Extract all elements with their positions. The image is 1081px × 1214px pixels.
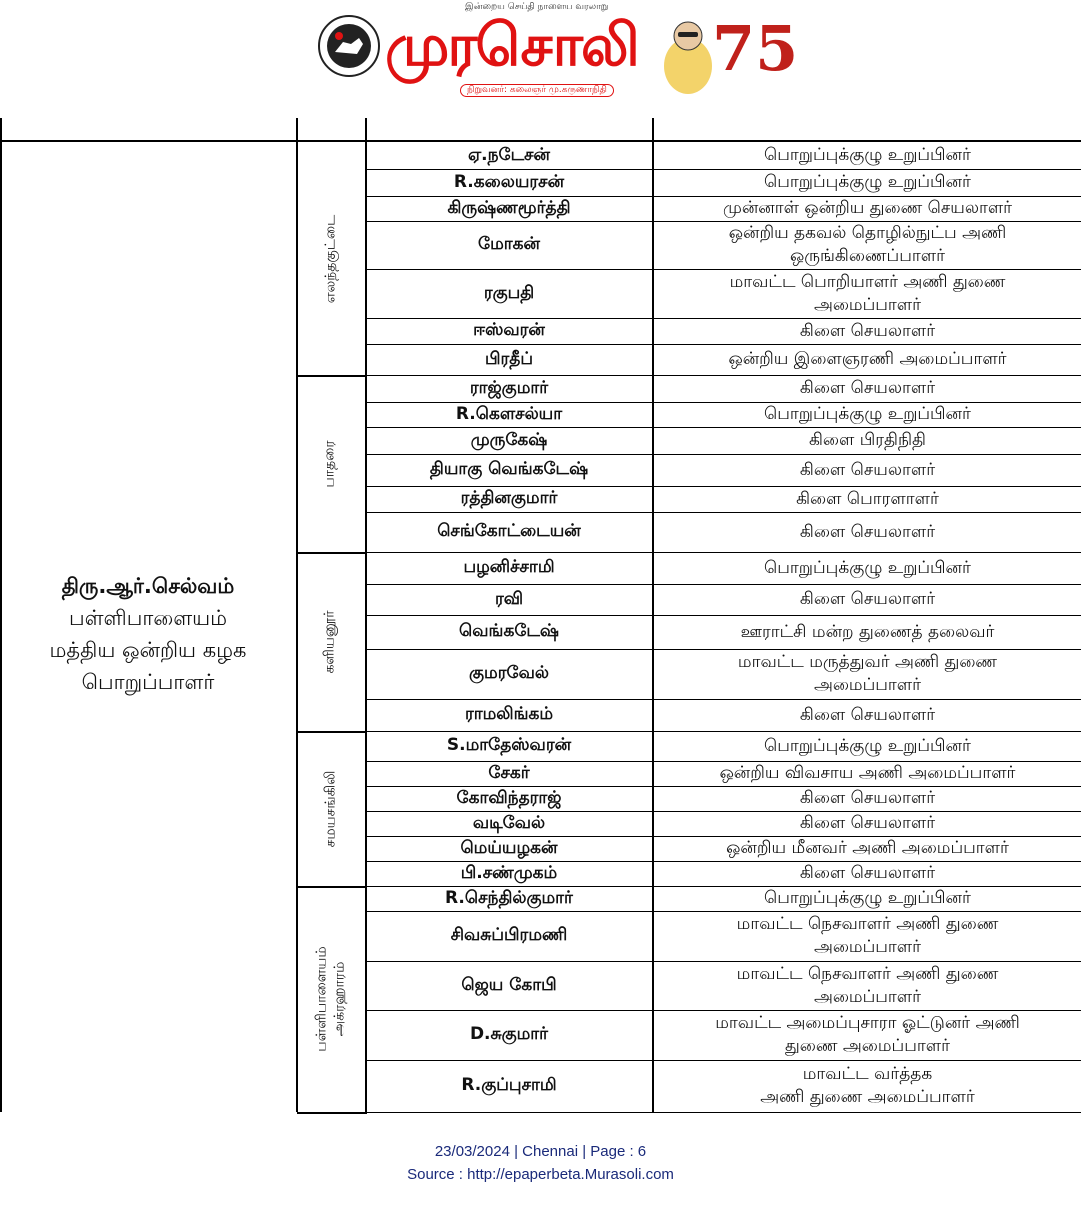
- member-name: ரவி: [494, 588, 524, 609]
- member-role: [654, 731, 1081, 761]
- member-name: R.குப்புசாமி: [461, 1075, 557, 1095]
- member-role-line: அமைப்பாளர்: [813, 294, 922, 315]
- member-role-line: கிளை செயலாளர்: [799, 521, 936, 542]
- member-role-line: ஒன்றிய விவசாய அணி அமைப்பாளர்: [719, 763, 1016, 783]
- member-name: சேகர்: [488, 762, 530, 783]
- footer-source-line: Source : http://epaperbeta.Murasoli.com: [407, 1166, 674, 1183]
- member-role-line: அமைப்பாளர்: [813, 986, 922, 1007]
- row-divider: [366, 1112, 1081, 1113]
- member-name: ஈஸ்வரன்: [473, 320, 545, 340]
- member-name: ஜெய கோபி: [461, 974, 557, 995]
- member-role-line: ஒருங்கிணைப்பாளர்: [790, 246, 945, 266]
- group-label: [297, 142, 365, 375]
- member-role-line: கிளை செயலாளர்: [799, 320, 936, 341]
- member-name: பழனிச்சாமி: [463, 557, 555, 577]
- group-label: [297, 731, 365, 886]
- member-role-line: கிளை செயலாளர்: [799, 459, 936, 480]
- member-role: [654, 142, 1081, 169]
- member-role: [654, 1010, 1081, 1060]
- member-role: [654, 584, 1081, 615]
- member-role: [654, 811, 1081, 836]
- member-role-line: ஒன்றிய இளைஞரணி அமைப்பாளர்: [728, 349, 1007, 369]
- member-role: [654, 761, 1081, 786]
- member-role-line: பொறுப்புக்குழு உறுப்பினர்: [764, 404, 971, 424]
- member-role: [654, 169, 1081, 196]
- member-name: பிரதீப்: [484, 348, 533, 369]
- masthead: [315, 0, 799, 105]
- member-name: R.செந்தில்குமார்: [445, 887, 573, 908]
- masthead-tagline: இன்றைய செய்தி நாளைய வரலாறு: [465, 2, 609, 12]
- leader-place: பள்ளிபாளையம்: [68, 606, 228, 630]
- member-role: [654, 911, 1081, 961]
- member-role-line: ஒன்றிய மீனவர் அணி அமைப்பாளர்: [726, 838, 1009, 858]
- member-role: [654, 615, 1081, 649]
- member-role: [654, 699, 1081, 731]
- member-role: [654, 861, 1081, 886]
- member-role-line: பொறுப்புக்குழு உறுப்பினர்: [764, 172, 971, 192]
- member-name: மெய்யழகன்: [460, 837, 558, 858]
- member-role: [654, 886, 1081, 911]
- member-role-line: ஒன்றிய தகவல் தொழில்நுட்ப அணி: [728, 223, 1007, 243]
- member-role: [654, 649, 1081, 699]
- member-role: [654, 402, 1081, 427]
- member-role: [654, 786, 1081, 811]
- member-name: D.சுகுமார்: [469, 1024, 549, 1044]
- member-name: ரத்தினகுமார்: [460, 488, 558, 508]
- member-name: செங்கோட்டையன்: [437, 521, 581, 541]
- member-name: சிவசுப்பிரமணி: [450, 925, 568, 945]
- member-role: [654, 961, 1081, 1010]
- member-name: R.கௌசல்யா: [455, 403, 563, 424]
- group-label: [297, 886, 365, 1112]
- member-role-line: மாவட்ட நெசவாளர் அணி துணை: [736, 963, 999, 984]
- member-role-line: பொறுப்புக்குழு உறுப்பினர்: [764, 557, 971, 578]
- member-name: பி.சண்முகம்: [460, 862, 558, 883]
- member-role: [654, 836, 1081, 861]
- member-role-line: கிளை செயலாளர்: [799, 813, 936, 833]
- member-role-line: மாவட்ட நெசவாளர் அணி துணை: [736, 914, 999, 934]
- member-name: வடிவேல்: [472, 812, 546, 833]
- group-label-text: பாதரை: [322, 439, 338, 488]
- member-name: ராமலிங்கம்: [464, 704, 554, 724]
- member-role: [654, 512, 1081, 552]
- member-role-line: அமைப்பாளர்: [813, 937, 922, 957]
- member-name: R.கலையரசன்: [453, 171, 565, 192]
- member-name: வெங்கடேஷ்: [459, 621, 559, 641]
- member-name: ராஜ்குமார்: [469, 377, 549, 398]
- member-name: கிருஷ்ணமூர்த்தி: [447, 197, 571, 218]
- member-role: [654, 344, 1081, 375]
- group-label-text: பள்ளிபாளையம் அக்ரஹாரம்: [314, 946, 349, 1052]
- party-emblem-icon: [317, 14, 381, 78]
- member-role-line: கிளை பிரதிநிதி: [809, 430, 926, 450]
- member-role-line: ஊராட்சி மன்ற துணைத் தலைவர்: [740, 621, 995, 642]
- member-name: ரகுபதி: [483, 282, 535, 303]
- newspaper-title: முரசொலி: [385, 11, 638, 79]
- group-label-text: களியனூர்: [321, 609, 338, 674]
- member-role-line: கிளை பொரளாளர்: [796, 488, 939, 509]
- founder-label: நிறுவனர்: கலைஞர் மு.கருணாநிதி: [460, 84, 614, 97]
- member-role-line: பொறுப்புக்குழு உறுப்பினர்: [764, 888, 971, 908]
- anniversary-number: 75: [712, 12, 799, 85]
- member-role-line: பொறுப்புக்குழு உறுப்பினர்: [764, 145, 971, 165]
- group-label-text: எலந்தகுட்டை: [322, 214, 339, 303]
- member-role-line: பொறுப்புக்குழு உறுப்பினர்: [764, 735, 971, 756]
- member-role-line: மாவட்ட வர்த்தக: [802, 1064, 933, 1084]
- member-role-line: மாவட்ட அமைப்புசாரா ஓட்டுனர் அணி: [715, 1013, 1020, 1033]
- member-role-line: கிளை செயலாளர்: [799, 704, 936, 725]
- member-role: [654, 486, 1081, 512]
- member-role: [654, 1060, 1081, 1112]
- page-footer: [0, 1140, 1081, 1186]
- member-role-line: அமைப்பாளர்: [813, 675, 922, 695]
- leader-title: பொறுப்பாளர்: [81, 670, 215, 694]
- group-label-text: சமயசங்கிலி: [322, 770, 338, 847]
- member-role-line: மாவட்ட மருத்துவர் அணி துணை: [737, 652, 998, 672]
- member-role-line: முன்னாள் ஒன்றிய துணை செயலாளர்: [722, 198, 1013, 218]
- office-bearers-table: [0, 118, 1081, 1114]
- member-name: முருகேஷ்: [470, 429, 548, 450]
- member-role-line: கிளை செயலாளர்: [799, 863, 936, 883]
- group-divider: [297, 1112, 367, 1114]
- group-label: [297, 375, 365, 552]
- member-role-line: கிளை செயலாளர்: [799, 378, 936, 398]
- member-name: தியாகு வெங்கடேஷ்: [429, 459, 589, 479]
- member-role: [654, 318, 1081, 344]
- group-label: [297, 552, 365, 731]
- member-role-line: மாவட்ட பொறியாளர் அணி துணை: [729, 271, 1006, 292]
- member-name: மோகன்: [478, 234, 540, 254]
- member-role: [654, 196, 1081, 221]
- member-role-line: கிளை செயலாளர்: [799, 788, 936, 808]
- member-name: குமரவேல்: [469, 663, 549, 683]
- member-role-line: துணை அமைப்பாளர்: [785, 1036, 950, 1056]
- member-role: [654, 427, 1081, 454]
- member-role-line: கிளை செயலாளர்: [799, 589, 936, 609]
- anniversary-75-icon: [660, 6, 799, 98]
- member-role: [654, 552, 1081, 584]
- leader-unit: மத்திய ஒன்றிய கழக: [49, 638, 247, 662]
- member-role: [654, 375, 1081, 402]
- member-name: ஏ.நடேசன்: [467, 144, 551, 165]
- leader-name: திரு.ஆர்.செல்வம்: [61, 574, 235, 598]
- footer-date-line: 23/03/2024 | Chennai | Page : 6: [434, 1143, 647, 1160]
- member-name: கோவிந்தராஜ்: [456, 787, 562, 808]
- member-role-line: அணி துணை அமைப்பாளர்: [760, 1087, 975, 1107]
- member-name: S.மாதேஸ்வரன்: [446, 735, 572, 755]
- member-role: [654, 269, 1081, 318]
- leader-block: [0, 570, 296, 698]
- member-role: [654, 454, 1081, 486]
- member-role: [654, 221, 1081, 269]
